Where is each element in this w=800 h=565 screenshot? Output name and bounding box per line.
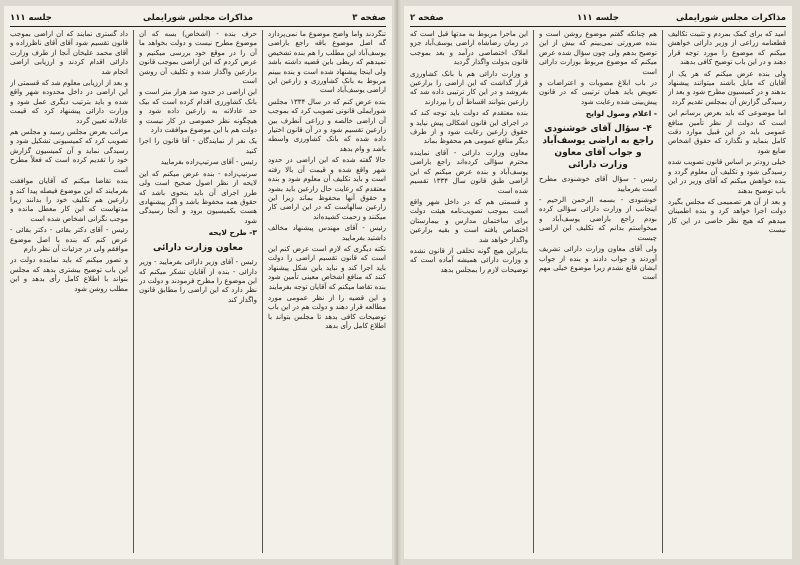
paragraph: این ماجرا مربوط به مدتها قبل است که در زمان رضاشاه اراضی یوسف‌آباد جزو املاک اختصاصی درآمد و بعد بموجب قانون بدولت واگذار گردید [410,30,528,67]
left-page-header [10,11,386,25]
paragraph: و بعد از آن هر تصمیمی که مجلس بگیرد دولت اجرا خواهد کرد و بنده اطمینان میدهم که هیچ نظر خاصی در این کار نیست [668,197,786,235]
paragraph: هم چنانکه گفتم موضوع روشن است و بنده ضرورتی نمی‌بینم که بیش از این توضیح بدهم ولی چون سؤال شده عرض میکنم که موضوع مربوط بوزارت دارائی است [539,30,657,76]
column-divider [533,30,534,553]
paragraph: سرتیپ‌زاده - بنده عرض میکنم که این لایحه از نظر اصول صحیح است ولی طرز اجرای آن باید بنحوی باشد که حقوق همه محفوظ باشد و اگر پیشنهادی هست بکمیسیون برود و آنجا رسیدگی شود [139,169,257,225]
section-heading: معاون وزارت دارائی [152,243,244,254]
paragraph: و تصور میکنم که باید نماینده دولت در این باب توضیح بیشتری بدهد که مجلس بتواند با اطلاع کامل رأی بدهد و این مطلب روشن شود [10,256,128,293]
paragraph: داد گستری نمایند که آن اراضی بموجب قانون تقسیم شود آقای آقای ناظرزاده و آقای محمد علیخان آنجا از طرف وزارت دارائی اقدام کردند و ارزیابی اراضی انجام شد [10,30,128,76]
column-divider [133,30,134,553]
paragraph: رئیس - سؤال آقای خوشنودی مطرح است بفرمایید [539,175,657,193]
paragraph: مراتب بعرض مجلس رسید و مجلس هم تصویب کرد که کمیسیونی تشکیل شود و رسیدگی نماید و آن کمیسیون گزارش خود را تقدیم کرده است که فعلاً مطرح است [10,128,128,174]
paragraph: بنده تقاضا میکنم که آقایان موافقت بفرمایند که این موضوع فیصله پیدا کند و زارعین هم تکلیف خود را بدانند زیرا مدتهاست که این کار معطل مانده و موجب نگرانی اشخاص شده است [10,177,128,223]
left-col-2 [139,30,257,553]
paragraph: ولی آقای معاون وزارت دارائی تشریف آوردند و جواب دادند و بنده از جواب ایشان قانع نشدم زیرا موضوع خیلی مهم است [539,245,657,282]
left-col-3 [10,30,128,553]
right-page [404,6,792,559]
paragraph: و قسمتی هم که در داخل شهر واقع است بموجب تصویب‌نامه هیئت دولت برای ساختمان مدارس و بیمارستان اختصاص یافته است و بقیه بزارعین واگذار خواهد شد [410,197,528,244]
paragraph: خیلی زودتر بر اساس قانون تصویب شده رسیدگی شود و تکلیف آن معلوم گردد و بنده خواهش میکنم که آقای وزیر در این باب توضیح بدهند [668,158,786,195]
right-header-rule [410,26,786,27]
left-header-rule [10,26,386,27]
right-col-1 [668,30,786,553]
column-divider [662,30,663,553]
paragraph: اما موضوعی که باید بعرض برسانم این است که دولت از نظر تأمین منافع عمومی باید در این قبیل موارد دقت کامل بنماید و نگذارد که حقوق اشخاص ضایع شود [668,109,786,155]
paragraph: امید که برای کمک بمردم و تثبیت تکالیف قطعنامه زراعی از وزیر دارائی خواهش میکنم که موضوع را مورد توجه قرار دهند و در این باب توضیح کافی بدهند [668,30,786,67]
book-gutter [394,0,402,565]
left-columns [10,30,386,553]
right-page-number: صفحه ٢ [410,13,444,23]
paragraph: این اراضی در حدود صد هزار متر است و بانک کشاورزی اقدام کرده است که بیک حد عادلانه به زارعین داده شود و هیچگونه نظر خصوصی در کار نیست و دولت هم با این موضوع موافقت دارد [139,88,257,135]
paragraph: بنده معتقدم که دولت باید توجه کند که در اجرای این قانون اشکالی پیش نیاید و حقوق زارعین رعایت شود و از طرف دیگر منافع عمومی هم محفوظ بماند [410,109,528,146]
paragraph: تنگردند واما واضح موضوع ما نمی‌پردازد گه اصل موضوع باقه راجع باراضی یوسف‌آباد این مطلب را هم بنده تشخیص نمیدهم که ربطی باین قضیه داشته باشد ولی اینجا پیشنهاد شده است و بنده ببینم مربوط به بانک کشاورزی و زارعین این اراضی یوسف‌آباد است [268,30,386,95]
right-col-2 [539,30,657,553]
paragraph: رئیس - آقای سرتیپ‌زاده بفرمایید [160,158,257,167]
section-heading: ۴- سؤال آقای خوشنودی راجع به اراضی یوسف‌آباد و جواب آقای معاون وزارت دارائی [542,124,654,171]
paragraph: حالا گفته شده که این اراضی در حدود شهر واقع شده و قیمت آن بالا رفته است و باید تکلیف آن معلوم شود و بنده معتقدم که رعایت حال زارعین باید بشود و حقوق آنها محفوظ بماند زیرا این زارعین سالهاست که در این اراضی کار میکنند و زحمت کشیده‌اند [268,156,386,221]
right-page-header [410,11,786,25]
paragraph: حرف بنده - (اشخاص) بسه که آن موضوع مطرح نیست و دولت بخواهد ما آن را در موقع خود بررسی میکنیم و عرض کردم که این اراضی بموجب قانون بزارعین واگذار شده و تکلیف آن روشن است [139,30,257,86]
left-session-number: جلسه ۱۱۱ [10,13,52,23]
paragraph: رئیس - آقای مهندس پیشنهاد مخالف داشتید بفرمایید [268,224,386,242]
paragraph: یک نفر از نمایندگان - آقا قانون را اجرا کنید [139,137,257,155]
right-columns [410,30,786,553]
column-divider [262,30,263,553]
right-journal-title: مذاکرات مجلس شورایملی [675,13,786,23]
right-col-3 [410,30,528,553]
paragraph: معاون وزارت دارائی - آقای نماینده محترم سؤالی کرده‌اند راجع باراضی یوسف‌آباد و بنده عرض میکنم که این اراضی طبق قانون سال ۱۳۳۴ تقسیم شده است [410,148,528,195]
paragraph: در باب ابلاغ مصوبات و اعتراضات و تعویض باید همان ترتیبی که در قانون پیش‌بینی شده رعایت شود [539,79,657,106]
paragraph: و بعد از ارزیابی معلوم شد که قسمتی از این اراضی در داخل محدوده شهر واقع شده و باید بترتیب دیگری عمل شود و وزارت دارائی پیشنهاد کرد که قیمت عادلانه تعیین گردد [10,79,128,125]
left-col-1 [268,30,386,553]
left-page-number: صفحه ٣ [352,13,386,23]
paragraph: رئیس - آقای وزیر دارائی بفرمایید - وزیر دارائی - بنده از آقایان تشکر میکنم که این موضوع را مطرح فرمودند و دولت در نظر دارد که این اراضی را مطابق قانون واگذار کند [139,258,257,304]
paragraph: و این قضیه را از نظر عمومی مورد مطالعه قرار دهند و دولت هم در این باب توضیحات کافی بدهد تا مجلس بتواند با اطلاع کامل رأی بدهد [268,293,386,331]
paragraph: بنابراین هیچ گونه تخلفی از قانون نشده و وزارت دارائی همیشه آماده است که توضیحات لازم را بمجلس بدهد [410,246,528,274]
subheading: - اعلام وصول لوایح [585,109,657,119]
right-session-number: جلسه ۱۱۱ [577,13,619,23]
left-page [4,6,392,559]
paragraph: خوشنودی - بسمه الرحمن الرحیم - اینجانب از وزارت دارائی سؤالی کرده بودم راجع باراضی یوسف‌آباد و میخواستم بدانم که تکلیف این اراضی چیست [539,196,657,242]
paragraph: رئیس - آقای دکتر بقائی - دکتر بقائی - عرض کنم که بنده با اصل موضوع موافقم ولی در جزئیات آن نظر دارم [10,226,128,253]
paragraph: بنده عرض کنم که در سال ۱۳۳۴ مجلس شورایملی قانونی تصویب کرد که بموجب آن اراضی خالصه و زراعی آنطرف بین زارعین تقسیم شود و در آن قانون اختیار داده شده که بانک کشاورزی واسطه باشد و وام بدهد [268,97,386,153]
paragraph: ولی بنده عرض میکنم که هر یک از آقایان که مایل باشند میتوانند پیشنهاد بدهند و در کمیسیون مطرح شود و بعد از رسیدگی گزارش آن بمجلس تقدیم گردد [668,69,786,106]
paragraph: و وزارت دارائی هم با بانک کشاورزی قرار گذاشت که این اراضی را بزارعین بفروشد و در این کار ترتیبی داده شد که زارعین بتوانند اقساط آن را بپردازند [410,69,528,106]
subheading: ۳- طرح لایحه [208,228,257,238]
paragraph: نکته دیگری که لازم است عرض کنم این است که قانون تقسیم اراضی را دولت باید اجرا کند و نباید باین شکل پیشنهاد کنند که منافع اشخاص معینی تأمین شود بنده تقاضا میکنم که آقایان توجه بفرمایند [268,244,386,291]
left-journal-title: مذاکرات مجلس شورایملی [142,13,254,23]
